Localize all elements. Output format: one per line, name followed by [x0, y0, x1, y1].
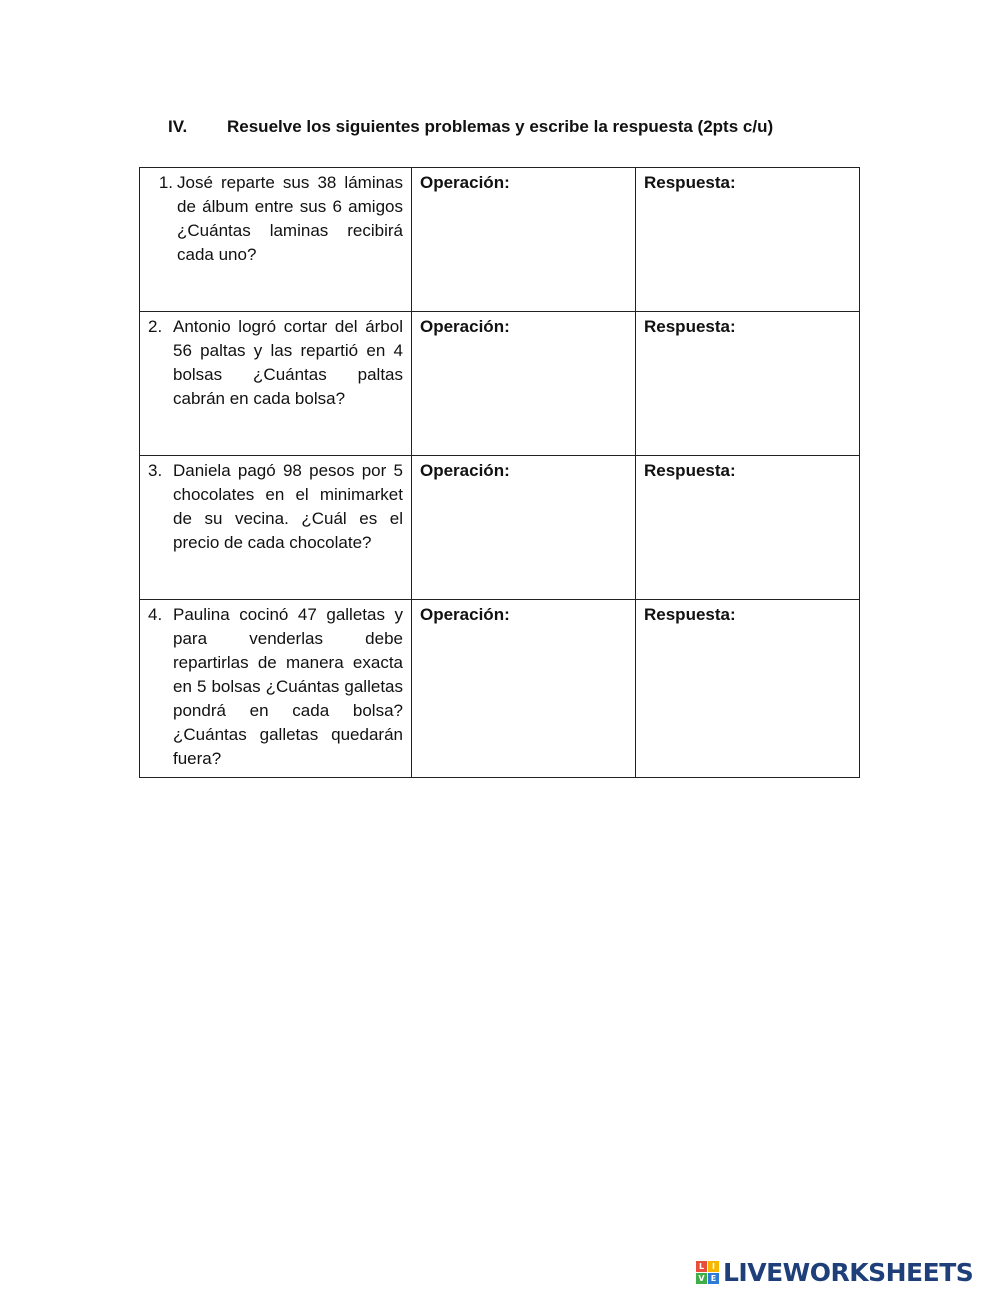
logo-mark-icon: [696, 1261, 719, 1284]
problem-number: 3.: [148, 461, 163, 480]
operation-cell[interactable]: [412, 456, 636, 600]
operation-cell[interactable]: [412, 600, 636, 778]
operation-cell[interactable]: [412, 312, 636, 456]
operation-label: Operación:: [420, 173, 510, 192]
answer-cell[interactable]: [636, 456, 860, 600]
answer-cell[interactable]: [636, 168, 860, 312]
answer-label: Respuesta:: [644, 605, 736, 624]
logo-mark-letter: I: [708, 1261, 719, 1272]
logo-text: LIVEWORKSHEETS: [723, 1257, 974, 1287]
section-heading: [168, 116, 868, 138]
answer-label: Respuesta:: [644, 317, 736, 336]
answer-label: Respuesta:: [644, 461, 736, 480]
answer-cell[interactable]: [636, 600, 860, 778]
operation-label: Operación:: [420, 317, 510, 336]
problem-number: 2.: [148, 317, 163, 336]
problem-text: Antonio logró cortar del árbol 56 paltas y las repartió en 4 bolsas ¿Cuántas paltas cabrán en cada bolsa?: [173, 317, 403, 408]
section-title: Resuelve los siguientes problemas y escribe la respuesta (2pts c/u): [227, 117, 774, 136]
problem-cell: [140, 456, 412, 600]
operation-label: Operación:: [420, 605, 510, 624]
problem-cell: [140, 312, 412, 456]
problem-number: 4.: [148, 605, 163, 624]
problem-number: 1.: [158, 173, 173, 192]
operation-cell[interactable]: [412, 168, 636, 312]
problem-cell: [140, 168, 412, 312]
table-row: [140, 168, 860, 312]
problems-table: [139, 167, 860, 778]
problem-text: Paulina cocinó 47 galletas y para venderlas debe repartirlas de manera exacta en 5 bolsas ¿Cuántas galletas pondrá en cada bolsa? ¿Cuántas galletas quedarán fuera?: [173, 605, 403, 768]
problem-text: José reparte sus 38 láminas de álbum entre sus 6 amigos ¿Cuántas laminas recibirá cada uno?: [177, 173, 403, 264]
logo-mark-letter: L: [696, 1261, 707, 1272]
logo-mark-letter: V: [696, 1273, 707, 1284]
table-row: [140, 600, 860, 778]
liveworksheets-logo: [696, 1257, 973, 1287]
table-row: [140, 312, 860, 456]
answer-label: Respuesta:: [644, 173, 736, 192]
logo-mark-letter: E: [708, 1273, 719, 1284]
problem-text: Daniela pagó 98 pesos por 5 chocolates en el minimarket de su vecina. ¿Cuál es el precio de cada chocolate?: [173, 461, 403, 552]
problem-cell: [140, 600, 412, 778]
table-row: [140, 456, 860, 600]
section-numeral: IV.: [168, 117, 188, 136]
operation-label: Operación:: [420, 461, 510, 480]
answer-cell[interactable]: [636, 312, 860, 456]
